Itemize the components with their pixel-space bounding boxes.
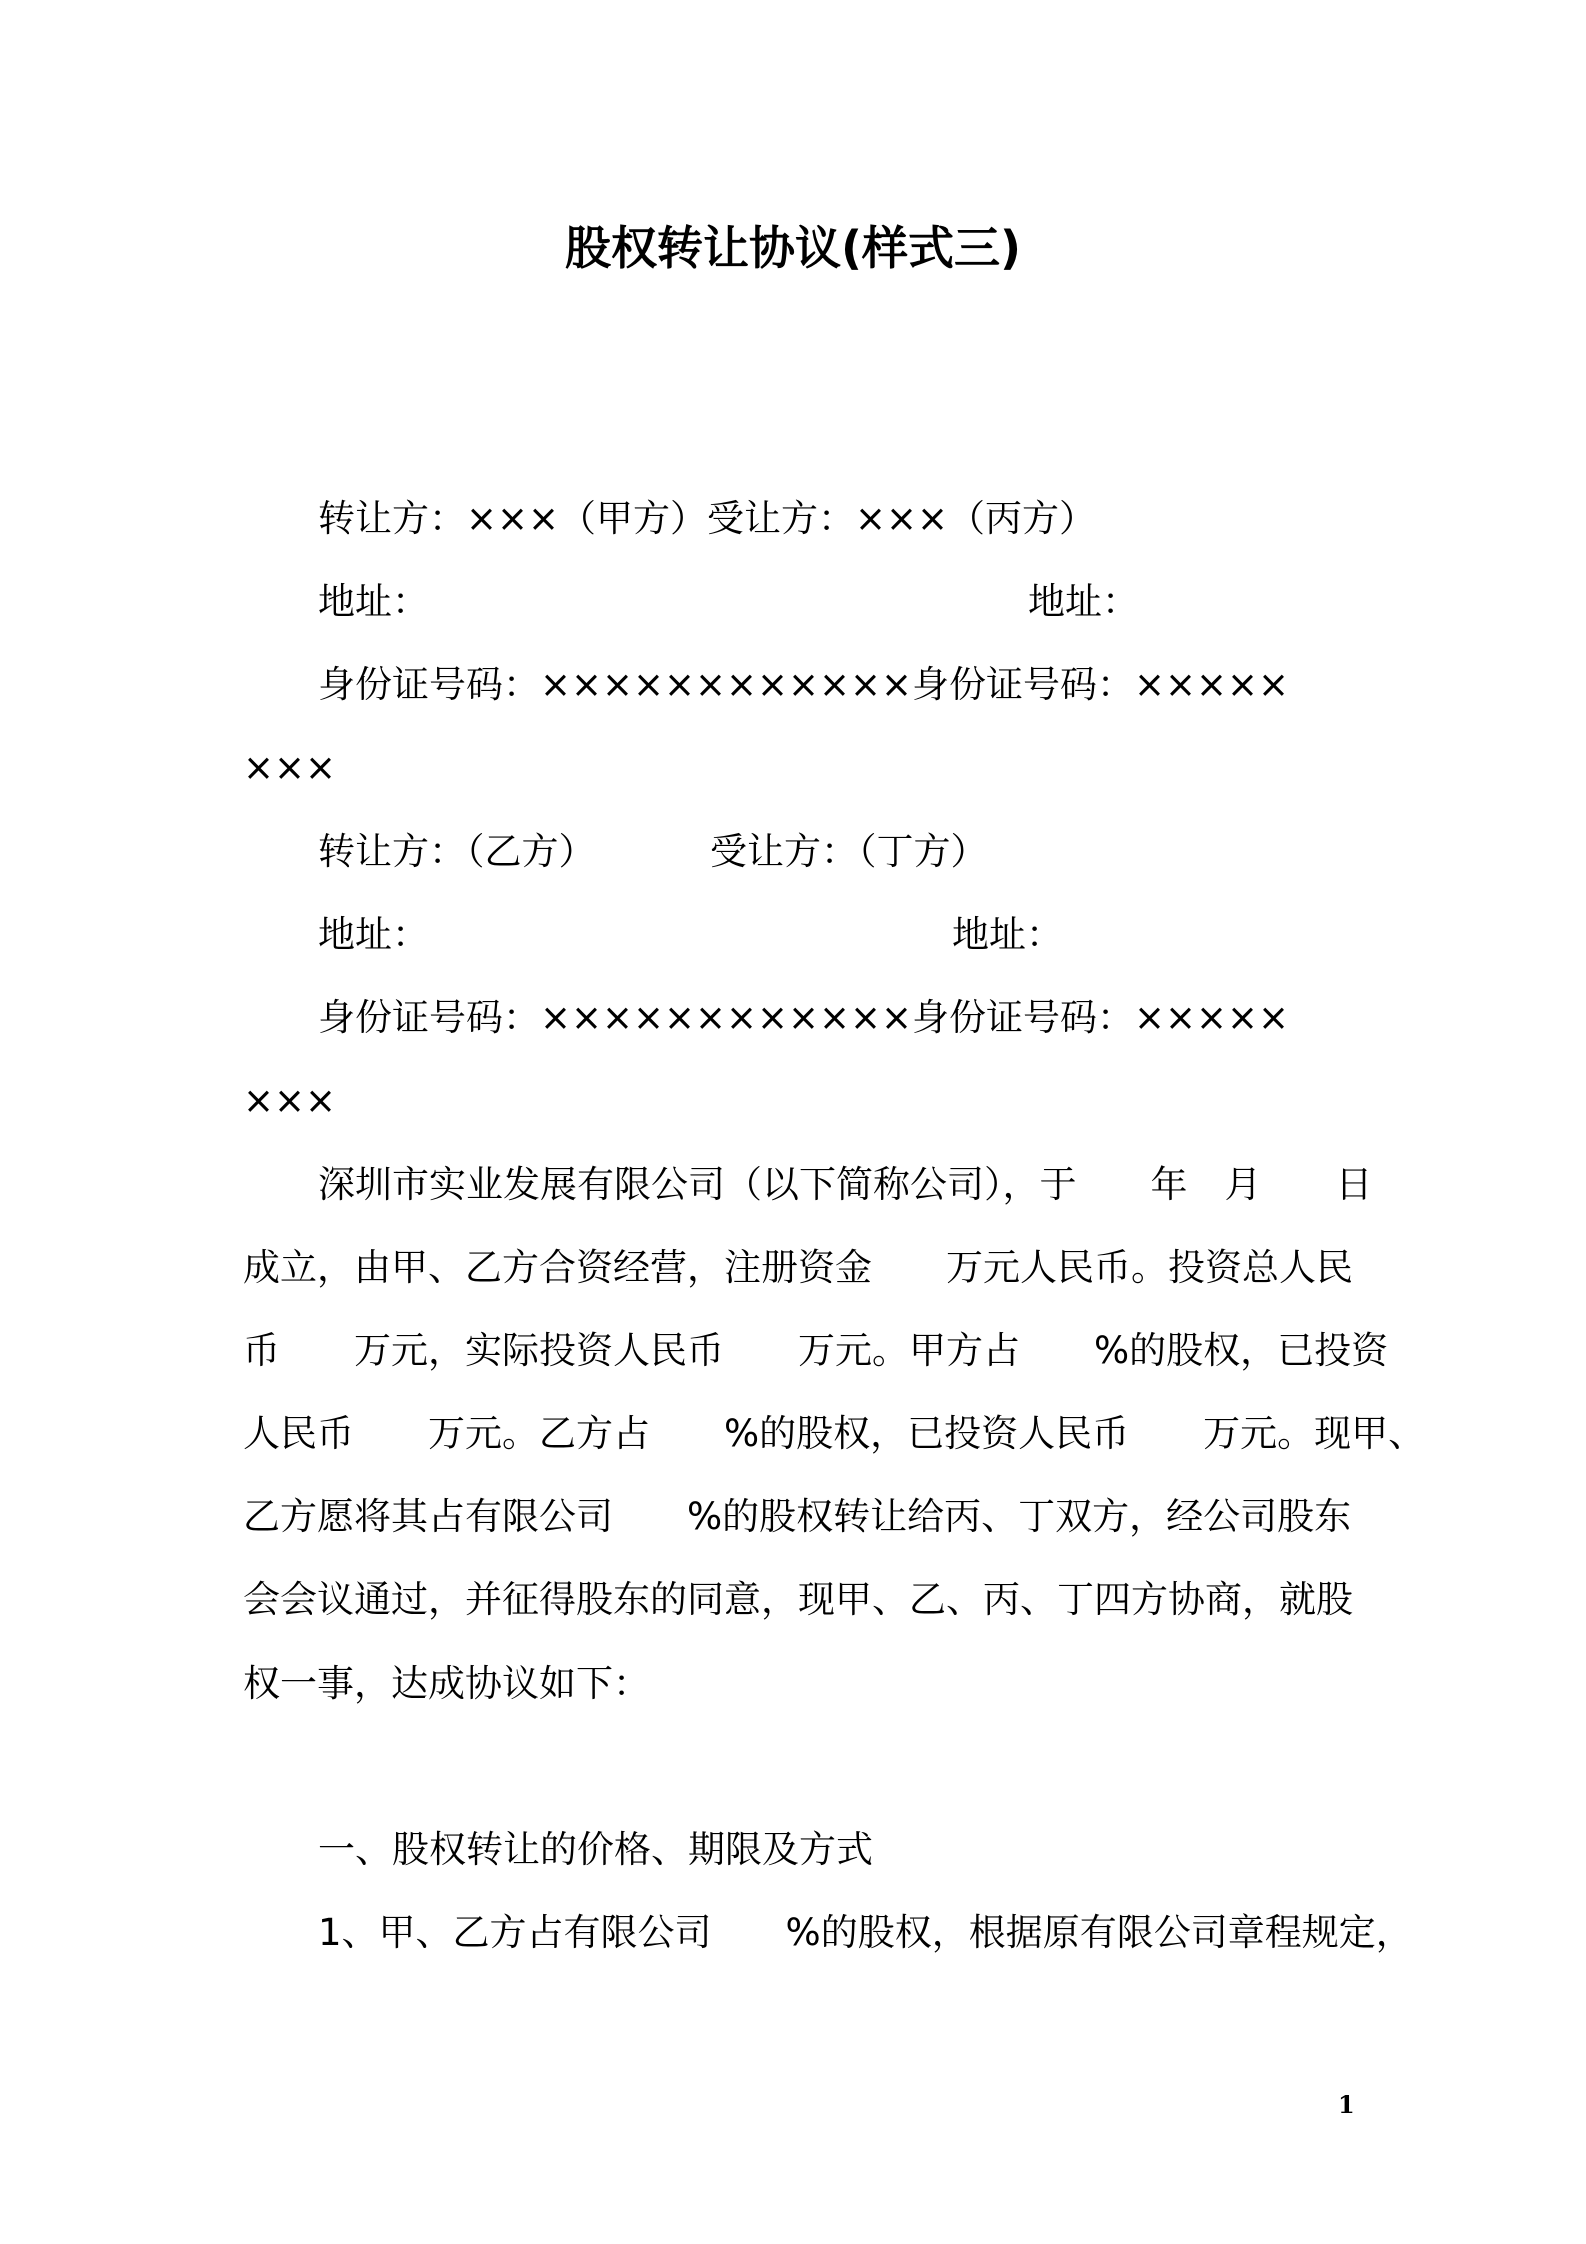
body-paragraph-line: 会会议通过，并征得股东的同意，现甲、乙、丙、丁四方协商，就股 [243, 1578, 1353, 1621]
party-a-c-line: 转让方：×××（甲方）受让方：×××（丙方） [318, 497, 1097, 540]
address-label-d: 地址： [952, 913, 1063, 956]
id-number-line-1: 身份证号码：××××××××××××身份证号码：××××× [318, 663, 1290, 706]
page-number: 1 [1338, 2090, 1355, 2119]
id-number-line-1-cont: ××× [243, 746, 337, 789]
body-paragraph-line: 币 万元，实际投资人民币 万元。甲方占 %的股权，已投资 [243, 1329, 1389, 1372]
body-paragraph-line: 成立，由甲、乙方合资经营，注册资金 万元人民币。投资总人民 [243, 1246, 1353, 1289]
body-paragraph-line: 乙方愿将其占有限公司 %的股权转让给丙、丁双方，经公司股东 [243, 1495, 1352, 1538]
party-d-label: 受让方：（丁方） [710, 830, 988, 873]
address-label-c: 地址： [1028, 580, 1139, 623]
document-title: 股权转让协议(样式三) [564, 221, 1022, 275]
body-paragraph-line: 权一事，达成协议如下： [243, 1662, 650, 1705]
body-paragraph-line: 深圳市实业发展有限公司（以下简称公司），于 年 月 日 [318, 1163, 1373, 1206]
clause-line: 1、甲、乙方占有限公司 %的股权，根据原有限公司章程规定， [318, 1911, 1413, 1954]
id-number-line-2-cont: ××× [243, 1079, 337, 1122]
address-label-b: 地址： [318, 913, 429, 956]
body-paragraph-line: 人民币 万元。乙方占 %的股权，已投资人民币 万元。现甲、 [243, 1412, 1426, 1455]
id-number-line-2: 身份证号码：××××××××××××身份证号码：××××× [318, 996, 1290, 1039]
section-heading: 一、股权转让的价格、期限及方式 [318, 1828, 873, 1871]
address-label-a: 地址： [318, 580, 429, 623]
party-b-label: 转让方：（乙方） [318, 830, 596, 873]
